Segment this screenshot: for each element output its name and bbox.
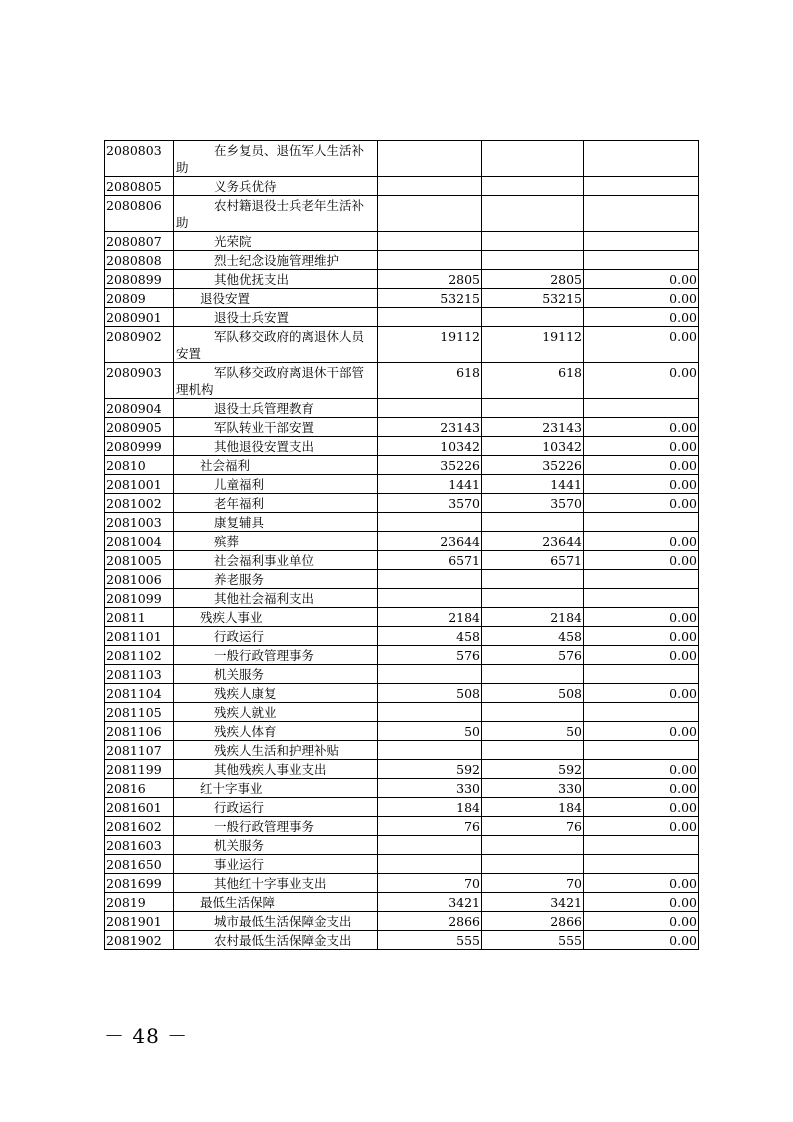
cell-v3 xyxy=(584,177,699,196)
cell-v2: 330 xyxy=(482,779,584,798)
cell-v2: 1441 xyxy=(482,475,584,494)
cell-v1: 330 xyxy=(378,779,482,798)
cell-v3: 0.00 xyxy=(584,532,699,551)
cell-v2 xyxy=(482,141,584,177)
cell-v2 xyxy=(482,177,584,196)
table-row xyxy=(105,289,699,308)
cell-name: 退役士兵管理教育 xyxy=(174,399,378,418)
cell-v1: 23143 xyxy=(378,418,482,437)
cell-name: 其他退役安置支出 xyxy=(174,437,378,456)
table-row xyxy=(105,665,699,684)
cell-v1 xyxy=(378,399,482,418)
cell-v1: 35226 xyxy=(378,456,482,475)
cell-v3: 0.00 xyxy=(584,289,699,308)
cell-v2: 19112 xyxy=(482,327,584,363)
table-row xyxy=(105,532,699,551)
cell-v2: 76 xyxy=(482,817,584,836)
table-row xyxy=(105,570,699,589)
cell-name: 一般行政管理事务 xyxy=(174,646,378,665)
table-row xyxy=(105,308,699,327)
cell-code: 2081601 xyxy=(105,798,174,817)
cell-v1: 3570 xyxy=(378,494,482,513)
cell-code: 2080808 xyxy=(105,251,174,270)
table-row xyxy=(105,627,699,646)
cell-v1: 2805 xyxy=(378,270,482,289)
cell-v2 xyxy=(482,308,584,327)
cell-name: 烈士纪念设施管理维护 xyxy=(174,251,378,270)
cell-name: 农村最低生活保障金支出 xyxy=(174,931,378,950)
cell-code: 2080806 xyxy=(105,196,174,232)
cell-name: 其他优抚支出 xyxy=(174,270,378,289)
cell-v1: 618 xyxy=(378,363,482,399)
cell-v1 xyxy=(378,141,482,177)
cell-v3 xyxy=(584,855,699,874)
cell-v3 xyxy=(584,665,699,684)
table-row xyxy=(105,270,699,289)
cell-v1 xyxy=(378,196,482,232)
cell-code: 20816 xyxy=(105,779,174,798)
cell-v3: 0.00 xyxy=(584,779,699,798)
cell-code: 2081006 xyxy=(105,570,174,589)
cell-v2: 592 xyxy=(482,760,584,779)
cell-name: 康复辅具 xyxy=(174,513,378,532)
cell-name: 城市最低生活保障金支出 xyxy=(174,912,378,931)
table-row xyxy=(105,855,699,874)
cell-v1 xyxy=(378,855,482,874)
cell-code: 2080901 xyxy=(105,308,174,327)
cell-name: 一般行政管理事务 xyxy=(174,817,378,836)
cell-code: 2081106 xyxy=(105,722,174,741)
cell-code: 2081001 xyxy=(105,475,174,494)
cell-v3: 0.00 xyxy=(584,327,699,363)
table-row xyxy=(105,456,699,475)
cell-v3: 0.00 xyxy=(584,456,699,475)
cell-name: 农村籍退役士兵老年生活补助 xyxy=(174,196,378,232)
cell-name: 残疾人康复 xyxy=(174,684,378,703)
cell-v3 xyxy=(584,589,699,608)
table-body xyxy=(105,141,699,950)
cell-code: 2081902 xyxy=(105,931,174,950)
table-row xyxy=(105,912,699,931)
cell-v3 xyxy=(584,703,699,722)
cell-v3: 0.00 xyxy=(584,418,699,437)
cell-v2 xyxy=(482,741,584,760)
cell-v1: 76 xyxy=(378,817,482,836)
cell-code: 2080902 xyxy=(105,327,174,363)
cell-name: 机关服务 xyxy=(174,836,378,855)
cell-v1: 555 xyxy=(378,931,482,950)
cell-v1: 1441 xyxy=(378,475,482,494)
cell-name: 其他残疾人事业支出 xyxy=(174,760,378,779)
cell-v1: 3421 xyxy=(378,893,482,912)
cell-name: 军队转业干部安置 xyxy=(174,418,378,437)
cell-v2: 3421 xyxy=(482,893,584,912)
cell-v3 xyxy=(584,399,699,418)
cell-v3 xyxy=(584,513,699,532)
cell-name: 光荣院 xyxy=(174,232,378,251)
cell-v3: 0.00 xyxy=(584,646,699,665)
cell-code: 20810 xyxy=(105,456,174,475)
table-row xyxy=(105,741,699,760)
table-row xyxy=(105,363,699,399)
cell-v2: 555 xyxy=(482,931,584,950)
cell-v2 xyxy=(482,196,584,232)
cell-v2: 458 xyxy=(482,627,584,646)
cell-v1: 23644 xyxy=(378,532,482,551)
cell-v3: 0.00 xyxy=(584,722,699,741)
cell-v3: 0.00 xyxy=(584,760,699,779)
cell-name: 儿童福利 xyxy=(174,475,378,494)
cell-v3 xyxy=(584,570,699,589)
cell-code: 20811 xyxy=(105,608,174,627)
cell-code: 20809 xyxy=(105,289,174,308)
cell-name: 行政运行 xyxy=(174,627,378,646)
cell-name: 殡葬 xyxy=(174,532,378,551)
table-row xyxy=(105,798,699,817)
cell-v1: 576 xyxy=(378,646,482,665)
cell-v2: 508 xyxy=(482,684,584,703)
cell-v2 xyxy=(482,570,584,589)
cell-v2 xyxy=(482,232,584,251)
cell-name: 残疾人就业 xyxy=(174,703,378,722)
cell-v1 xyxy=(378,308,482,327)
cell-v2: 35226 xyxy=(482,456,584,475)
cell-v1 xyxy=(378,251,482,270)
cell-v2: 23644 xyxy=(482,532,584,551)
cell-v3: 0.00 xyxy=(584,608,699,627)
cell-v2: 70 xyxy=(482,874,584,893)
table-row xyxy=(105,251,699,270)
cell-v3 xyxy=(584,232,699,251)
cell-code: 2080805 xyxy=(105,177,174,196)
cell-v3: 0.00 xyxy=(584,363,699,399)
cell-v1: 458 xyxy=(378,627,482,646)
cell-code: 2080807 xyxy=(105,232,174,251)
cell-v2: 6571 xyxy=(482,551,584,570)
cell-code: 2081650 xyxy=(105,855,174,874)
cell-v2: 23143 xyxy=(482,418,584,437)
cell-v3: 0.00 xyxy=(584,270,699,289)
cell-v2: 10342 xyxy=(482,437,584,456)
cell-v2 xyxy=(482,836,584,855)
cell-v3: 0.00 xyxy=(584,931,699,950)
table-row xyxy=(105,232,699,251)
cell-code: 2081602 xyxy=(105,817,174,836)
cell-name: 残疾人生活和护理补贴 xyxy=(174,741,378,760)
cell-v1 xyxy=(378,665,482,684)
cell-code: 2081102 xyxy=(105,646,174,665)
table-row xyxy=(105,589,699,608)
cell-v3: 0.00 xyxy=(584,912,699,931)
cell-name: 事业运行 xyxy=(174,855,378,874)
table-row xyxy=(105,551,699,570)
cell-name: 社会福利事业单位 xyxy=(174,551,378,570)
table-row xyxy=(105,399,699,418)
cell-code: 2080904 xyxy=(105,399,174,418)
cell-v3: 0.00 xyxy=(584,437,699,456)
cell-code: 2081002 xyxy=(105,494,174,513)
cell-v2: 576 xyxy=(482,646,584,665)
cell-v3 xyxy=(584,141,699,177)
cell-v3: 0.00 xyxy=(584,893,699,912)
cell-v3 xyxy=(584,836,699,855)
cell-name: 老年福利 xyxy=(174,494,378,513)
table-row xyxy=(105,684,699,703)
cell-v2: 184 xyxy=(482,798,584,817)
cell-v3: 0.00 xyxy=(584,798,699,817)
table-row xyxy=(105,874,699,893)
cell-code: 2081003 xyxy=(105,513,174,532)
cell-name: 其他红十字事业支出 xyxy=(174,874,378,893)
cell-code: 20819 xyxy=(105,893,174,912)
cell-v1: 19112 xyxy=(378,327,482,363)
cell-code: 2081101 xyxy=(105,627,174,646)
table-row xyxy=(105,703,699,722)
cell-name: 社会福利 xyxy=(174,456,378,475)
table-row xyxy=(105,513,699,532)
cell-v1: 2184 xyxy=(378,608,482,627)
cell-v2: 2866 xyxy=(482,912,584,931)
table-row xyxy=(105,779,699,798)
cell-v3 xyxy=(584,741,699,760)
cell-v1: 50 xyxy=(378,722,482,741)
cell-v3: 0.00 xyxy=(584,817,699,836)
cell-v1 xyxy=(378,741,482,760)
cell-v1 xyxy=(378,570,482,589)
cell-v2: 2184 xyxy=(482,608,584,627)
table-row xyxy=(105,494,699,513)
cell-code: 2080999 xyxy=(105,437,174,456)
cell-code: 2081901 xyxy=(105,912,174,931)
cell-name: 行政运行 xyxy=(174,798,378,817)
cell-code: 2081004 xyxy=(105,532,174,551)
cell-code: 2080803 xyxy=(105,141,174,177)
cell-v1: 508 xyxy=(378,684,482,703)
cell-v1 xyxy=(378,232,482,251)
cell-v3: 0.00 xyxy=(584,308,699,327)
cell-name: 在乡复员、退伍军人生活补助 xyxy=(174,141,378,177)
cell-name: 残疾人体育 xyxy=(174,722,378,741)
cell-code: 2081107 xyxy=(105,741,174,760)
cell-v2 xyxy=(482,855,584,874)
cell-code: 2081603 xyxy=(105,836,174,855)
cell-name: 退役士兵安置 xyxy=(174,308,378,327)
cell-v3: 0.00 xyxy=(584,627,699,646)
cell-name: 红十字事业 xyxy=(174,779,378,798)
cell-v1 xyxy=(378,177,482,196)
cell-v1: 2866 xyxy=(378,912,482,931)
table-row xyxy=(105,196,699,232)
cell-v3: 0.00 xyxy=(584,475,699,494)
table-row xyxy=(105,437,699,456)
table-row xyxy=(105,141,699,177)
cell-code: 2081005 xyxy=(105,551,174,570)
cell-name: 军队移交政府的离退休人员安置 xyxy=(174,327,378,363)
cell-v1: 10342 xyxy=(378,437,482,456)
table-row xyxy=(105,836,699,855)
cell-v2: 53215 xyxy=(482,289,584,308)
table-row xyxy=(105,931,699,950)
cell-v2 xyxy=(482,251,584,270)
cell-v2 xyxy=(482,703,584,722)
table-row xyxy=(105,327,699,363)
cell-name: 残疾人事业 xyxy=(174,608,378,627)
table-row xyxy=(105,893,699,912)
cell-v1: 592 xyxy=(378,760,482,779)
table-row xyxy=(105,646,699,665)
cell-code: 2080903 xyxy=(105,363,174,399)
cell-v3: 0.00 xyxy=(584,494,699,513)
cell-code: 2081105 xyxy=(105,703,174,722)
table-row xyxy=(105,418,699,437)
cell-v3: 0.00 xyxy=(584,551,699,570)
cell-v3: 0.00 xyxy=(584,684,699,703)
table-row xyxy=(105,817,699,836)
cell-v1 xyxy=(378,836,482,855)
cell-v1: 53215 xyxy=(378,289,482,308)
cell-name: 军队移交政府离退休干部管理机构 xyxy=(174,363,378,399)
cell-name: 退役安置 xyxy=(174,289,378,308)
cell-v2: 50 xyxy=(482,722,584,741)
cell-v1 xyxy=(378,589,482,608)
cell-name: 最低生活保障 xyxy=(174,893,378,912)
cell-v2 xyxy=(482,665,584,684)
cell-name: 其他社会福利支出 xyxy=(174,589,378,608)
cell-code: 2081104 xyxy=(105,684,174,703)
table-row xyxy=(105,177,699,196)
cell-name: 义务兵优待 xyxy=(174,177,378,196)
table-row xyxy=(105,475,699,494)
cell-code: 2080905 xyxy=(105,418,174,437)
cell-v1 xyxy=(378,513,482,532)
cell-v2: 618 xyxy=(482,363,584,399)
cell-code: 2080899 xyxy=(105,270,174,289)
cell-v1 xyxy=(378,703,482,722)
cell-v3 xyxy=(584,251,699,270)
cell-v2 xyxy=(482,399,584,418)
cell-v1: 184 xyxy=(378,798,482,817)
table-row xyxy=(105,608,699,627)
cell-v3: 0.00 xyxy=(584,874,699,893)
cell-v2 xyxy=(482,513,584,532)
cell-name: 机关服务 xyxy=(174,665,378,684)
cell-code: 2081699 xyxy=(105,874,174,893)
budget-table xyxy=(104,140,699,950)
cell-v1: 6571 xyxy=(378,551,482,570)
table-row xyxy=(105,722,699,741)
table-row xyxy=(105,760,699,779)
cell-v1: 70 xyxy=(378,874,482,893)
cell-code: 2081099 xyxy=(105,589,174,608)
cell-v2: 3570 xyxy=(482,494,584,513)
cell-v2: 2805 xyxy=(482,270,584,289)
cell-v2 xyxy=(482,589,584,608)
cell-v3 xyxy=(584,196,699,232)
cell-name: 养老服务 xyxy=(174,570,378,589)
cell-code: 2081103 xyxy=(105,665,174,684)
page-number: － 48 － xyxy=(104,1024,189,1048)
cell-code: 2081199 xyxy=(105,760,174,779)
